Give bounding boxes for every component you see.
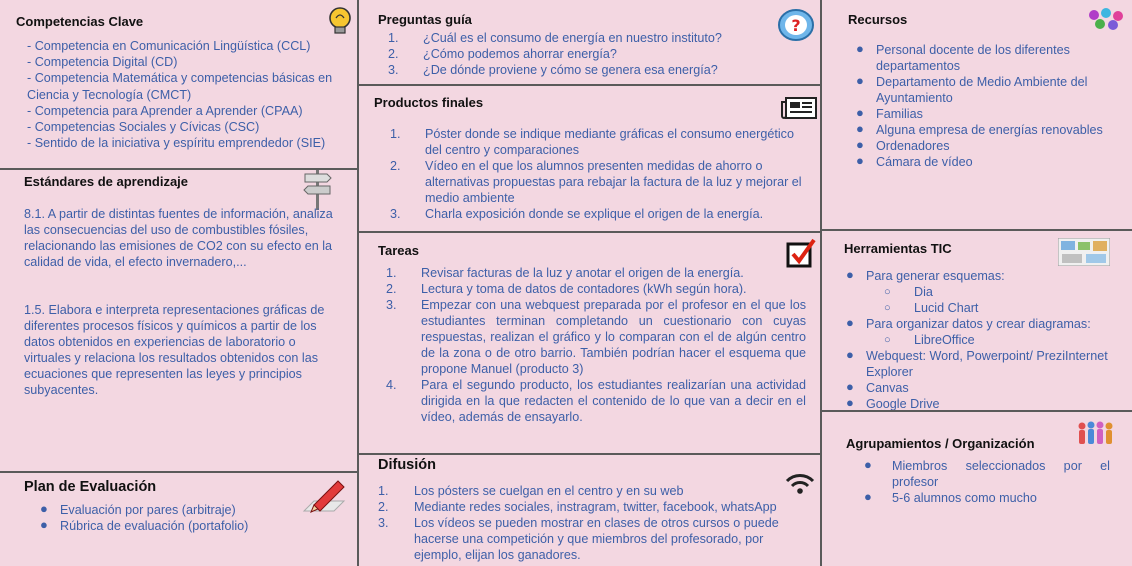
list-item: ● Google Drive [846, 395, 940, 410]
list-item: 4. Para el segundo producto, los estudiantes realizarían una actividad dirigida en la que redacten el contenido de lo que van a decir en el vídeo, además de ensayarlo. [386, 378, 806, 424]
productos-title: Productos finales [374, 95, 484, 110]
competencia-item: - Competencia en Comunicación Lingüística (CCL) [27, 39, 311, 53]
agrupamientos-list [848, 458, 1110, 506]
list-item: 1. Póster donde se indique mediante gráficas el consumo energético del centro y comparaciones [390, 127, 794, 157]
competencia-item: - Competencia Digital (CD) [27, 55, 178, 70]
competencias-panel [0, 0, 357, 168]
list-item: ○ Dia [884, 285, 933, 299]
recursos-list [840, 42, 1110, 170]
herramientas-list [830, 268, 1130, 410]
puzzle-icon [1086, 6, 1128, 37]
estandares-title: Estándares de aprendizaje [24, 174, 189, 189]
competencia-item: - Competencias Sociales y Cívicas (CSC) [27, 120, 260, 135]
list-item: 3. Empezar con una webquest preparada por el profesor en el que los estudiantes terminan completando un cuestionario con cuyas respuestas, realizan el gráfico y lo comparan con el de algún centro de la zona o de otro barrio. También podrían hacer el esquema que propone Manuel (producto 3) [386, 298, 806, 376]
herramientas-title: Herramientas TIC [844, 241, 952, 256]
difusion-title: Difusión [378, 457, 436, 473]
list-item: 3. ¿De dónde proviene y cómo se genera esa energía? [388, 63, 718, 77]
estandar-8-1: 8.1. A partir de distintas fuentes de información, analiza las consecuencias del uso de combustibles fósiles, relacionando las emisiones de CO2 con su efecto en la calidad de vida, el efecto invernadero,... [24, 207, 333, 269]
tareas-panel [359, 233, 820, 453]
tareas-list [376, 265, 806, 425]
list-item: ● Evaluación por pares (arbitraje) [40, 501, 236, 517]
list-item: 2. Vídeo en el que los alumnos presenten medidas de ahorro o alternativas propuestas para rebajar la factura de la luz y mejorar el medio ambiente [390, 159, 802, 205]
estandar-1-5: 1.5. Elabora e interpreta representaciones gráficas de diferentes procesos físicos y químicos a partir de los datos obtenidos en experiencias de laboratorio o virtuales y relaciona los resultados obtenidos con las ecuaciones que representen las leyes y principios subyacentes. [24, 303, 325, 397]
list-item: ● Webquest: Word, Powerpoint/ PreziInternet Explorer [846, 347, 1108, 379]
list-item: ○ Lucid Chart [884, 301, 979, 315]
list-item: ● Canvas [846, 379, 909, 395]
estandares-panel [0, 170, 357, 471]
help-icon [777, 8, 815, 47]
list-item: ● Rúbrica de evaluación (portafolio) [40, 517, 249, 533]
list-item: ● 5-6 alumnos como mucho [864, 489, 1037, 505]
list-item: ● Personal docente de los diferentes departamentos [856, 41, 1070, 73]
list-item: 2. Mediante redes sociales, instragram, twitter, facebook, whatsApp [378, 500, 777, 514]
list-item: 3. Charla exposición donde se explique el origen de la energía. [390, 207, 764, 221]
lightbulb-icon [326, 6, 354, 41]
competencia-item: - Competencia para Aprender a Aprender (CPAA) [27, 103, 303, 118]
recursos-panel [822, 0, 1132, 229]
newspaper-icon [780, 96, 818, 125]
people-group-icon [1076, 420, 1116, 453]
svg-text:?: ? [791, 16, 801, 35]
agrupamientos-title: Agrupamientos / Organización [846, 436, 1035, 451]
list-item: 3. Los vídeos se pueden mostrar en clases de otros cursos o puede hacerse una competición y que miembros del profesorado, por ejemplo, elijan los ganadores. [378, 516, 779, 562]
list-item: ● Para organizar datos y crear diagramas: [846, 315, 1091, 331]
preguntas-panel [359, 0, 820, 84]
tareas-title: Tareas [378, 243, 419, 258]
evaluacion-list [24, 502, 344, 534]
list-item: 1. Revisar facturas de la luz y anotar el origen de la energía. [386, 266, 744, 280]
list-item: 2. ¿Cómo podemos ahorrar energía? [388, 47, 617, 61]
competencia-item: - Sentido de la iniciativa y espíritu emprendedor (SIE) [27, 136, 326, 151]
list-item: ● Alguna empresa de energías renovables [856, 121, 1103, 137]
productos-panel [359, 86, 820, 231]
tools-collage-icon [1058, 238, 1110, 271]
preguntas-title: Preguntas guía [378, 12, 472, 27]
competencia-item: - Competencia Matemática y competencias básicas en Ciencia y Tecnología (CMCT) [27, 71, 333, 102]
competencias-title: Competencias Clave [16, 14, 144, 29]
list-item: 2. Lectura y toma de datos de contadores (kWh según hora). [386, 282, 747, 296]
list-item: ○ LibreOffice [884, 333, 975, 347]
list-item: 1. ¿Cuál es el consumo de energía en nuestro instituto? [388, 31, 722, 45]
list-item: ● Cámara de vídeo [856, 153, 973, 169]
list-item: ● Miembros seleccionados por el profesor [864, 457, 1110, 489]
productos-list [380, 126, 810, 222]
herramientas-panel [822, 231, 1132, 410]
difusion-panel [359, 455, 820, 566]
list-item: ● Familias [856, 105, 923, 121]
evaluacion-panel [0, 473, 357, 566]
preguntas-list [378, 30, 778, 78]
recursos-title: Recursos [848, 12, 908, 27]
list-item: ● Ordenadores [856, 137, 950, 153]
evaluacion-title: Plan de Evaluación [24, 479, 157, 495]
list-item: 1. Los pósters se cuelgan en el centro y en su web [378, 484, 684, 498]
agrupamientos-panel [822, 412, 1132, 566]
list-item: ● Departamento de Medio Ambiente del Ayuntamiento [856, 73, 1088, 105]
difusion-list [368, 483, 808, 563]
list-item: ● Para generar esquemas: [846, 267, 1005, 283]
